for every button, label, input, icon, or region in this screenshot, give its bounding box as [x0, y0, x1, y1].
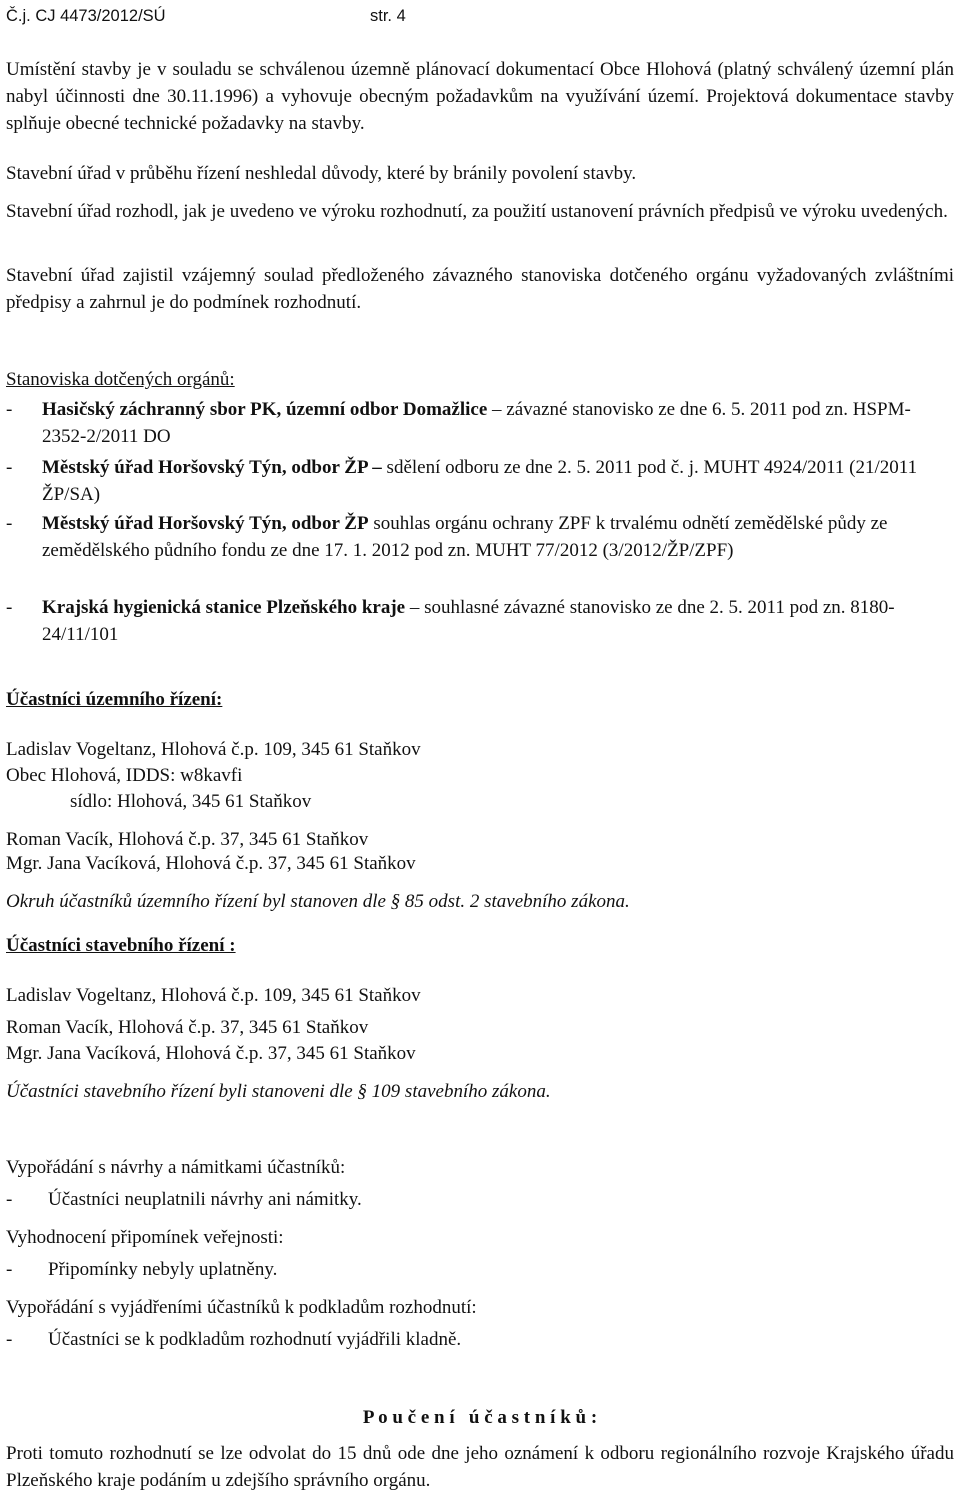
stanovisko-detail: souhlas orgánu ochrany ZPF k trvalému odnětí zemědělské půdy ze zemědělského půdního fondu ze dne 17. 1. 2012 pod zn. MUHT 77/2012 (3/2012/ŽP/ZPF) — [42, 513, 888, 561]
participant-line: sídlo: Hlohová, 345 61 Staňkov — [70, 791, 312, 812]
uzemni-heading: Účastníci územního řízení: — [6, 689, 223, 710]
participant-line: Ladislav Vogeltanz, Hlohová č.p. 109, 345 61 Staňkov — [6, 985, 421, 1006]
list-dash: - — [6, 1329, 13, 1350]
participant-line: Obec Hlohová, IDDS: w8kavfi — [6, 765, 243, 786]
stanoviska-heading: Stanoviska dotčených orgánů: — [6, 369, 235, 390]
authority-name: Městský úřad Horšovský Týn, odbor ŽP — [42, 513, 369, 534]
list-dash: - — [6, 457, 13, 478]
paragraph-compliance: Umístění stavby je v souladu se schválenou územně plánovací dokumentací Obce Hlohová (platný schválený územní plán nabyl účinnosti dne 30.11.1996) a vyhovuje obecným požadavkům na využívání území. Projektová dokumentace stavby splňuje obecné technické požadavky na stavby. — [6, 59, 954, 134]
documents-item — [6, 1326, 954, 1353]
list-dash: - — [6, 399, 13, 420]
participant-line: Ladislav Vogeltanz, Hlohová č.p. 109, 345 61 Staňkov — [6, 739, 421, 760]
stanovisko-item — [6, 396, 928, 450]
public-comments-heading: Vyhodnocení připomínek veřejnosti: — [6, 1227, 284, 1248]
stanovisko-item — [6, 594, 928, 648]
stanovisko-item — [6, 454, 928, 508]
authority-name: Hasičský záchranný sbor PK, územní odbor Domažlice — [42, 399, 488, 420]
public-comments-item — [6, 1256, 954, 1283]
stanovisko-detail: – závazné stanovisko ze dne 6. 5. 2011 pod zn. HSPM-2352-2/2011 DO — [42, 399, 911, 447]
list-dash: - — [6, 1259, 13, 1280]
pouceni-text: Proti tomuto rozhodnutí se lze odvolat do 15 dnů ode dne jeho oznámení k odboru regionálního rozvoje Krajského úřadu Plzeňského kraje podáním u zdejšího správního orgánu. — [6, 1443, 954, 1491]
reference-number: Č.j. CJ 4473/2012/SÚ — [6, 7, 166, 25]
documents-text: Účastníci se k podkladům rozhodnutí vyjádřili kladně. — [48, 1329, 462, 1350]
stanovisko-item — [6, 510, 928, 564]
participant-line: Mgr. Jana Vacíková, Hlohová č.p. 37, 345 61 Staňkov — [6, 853, 416, 874]
participant-line: Roman Vacík, Hlohová č.p. 37, 345 61 Staňkov — [6, 1017, 369, 1038]
page-header — [6, 6, 954, 26]
authority-name: Krajská hygienická stanice Plzeňského kraje — [42, 597, 406, 618]
list-dash: - — [6, 597, 13, 618]
objections-item — [6, 1186, 954, 1213]
stanovisko-detail: sdělení odboru ze dne 2. 5. 2011 pod č. j. MUHT 4924/2011 (21/2011 ŽP/SA) — [42, 457, 918, 505]
objections-heading: Vypořádání s návrhy a námitkami účastníků: — [6, 1157, 346, 1178]
uzemni-note: Okruh účastníků územního řízení byl stanoven dle § 85 odst. 2 stavebního zákona. — [6, 891, 630, 912]
objections-text: Účastníci neuplatnili návrhy ani námitky. — [48, 1189, 362, 1210]
stanovisko-detail: – souhlasné závazné stanovisko ze dne 2. 5. 2011 pod zn. 8180-24/11/101 — [42, 597, 895, 645]
stavebni-heading: Účastníci stavebního řízení : — [6, 935, 236, 956]
stavebni-note: Účastníci stavebního řízení byli stanoveni dle § 109 stavebního zákona. — [6, 1081, 551, 1102]
page-number: str. 4 — [370, 7, 406, 25]
documents-heading: Vypořádání s vyjádřeními účastníků k podkladům rozhodnutí: — [6, 1297, 477, 1318]
authority-name: Městský úřad Horšovský Týn, odbor ŽP – — [42, 457, 382, 478]
pouceni-heading: P o u č e n í ú č a s t n í k ů : — [362, 1407, 598, 1428]
list-dash: - — [6, 1189, 13, 1210]
participant-line: Roman Vacík, Hlohová č.p. 37, 345 61 Staňkov — [6, 829, 369, 850]
paragraph-decision: Stavební úřad rozhodl, jak je uvedeno ve výroku rozhodnutí, za použití ustanovení právních předpisů ve výroku uvedených. — [6, 201, 948, 222]
paragraph-harmony: Stavební úřad zajistil vzájemný soulad předloženého závazného stanoviska dotčeného orgánu vyžadovaných zvláštními předpisy a zahrnul je do podmínek rozhodnutí. — [6, 265, 954, 313]
participant-line: Mgr. Jana Vacíková, Hlohová č.p. 37, 345 61 Staňkov — [6, 1043, 416, 1064]
list-dash: - — [6, 513, 13, 534]
public-comments-text: Připomínky nebyly uplatněny. — [48, 1259, 278, 1280]
paragraph-no-obstacles: Stavební úřad v průběhu řízení neshledal důvody, které by bránily povolení stavby. — [6, 163, 637, 184]
